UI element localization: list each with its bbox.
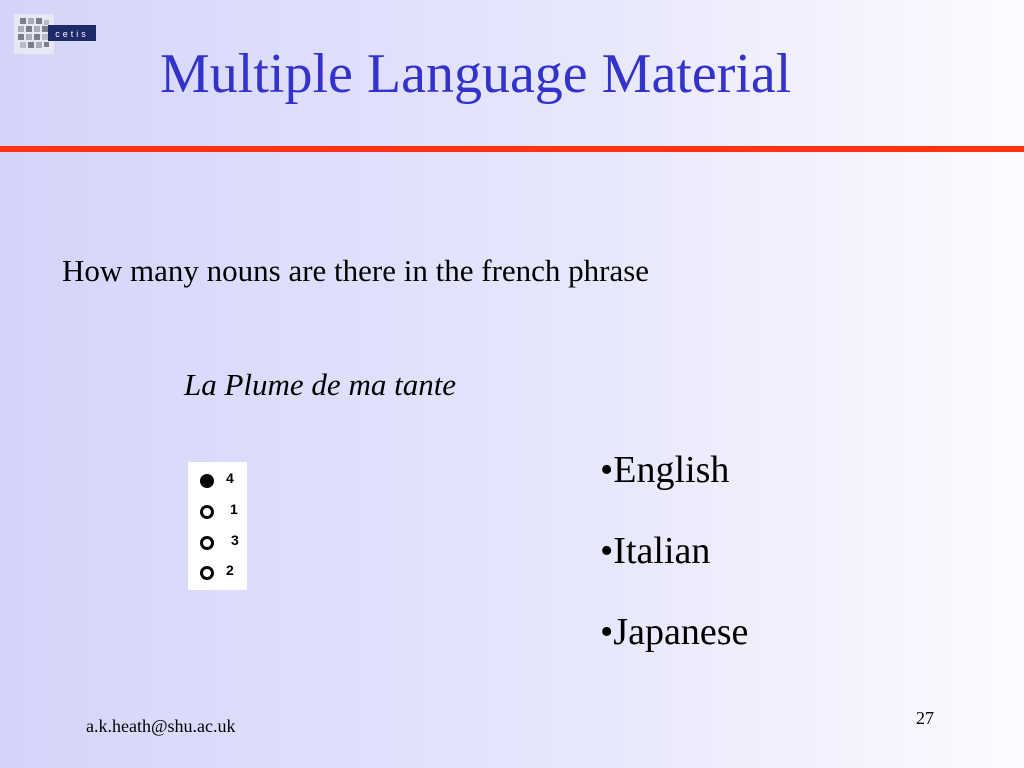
question-text: How many nouns are there in the french phrase	[62, 253, 650, 288]
poll-option-label: 4	[226, 470, 234, 486]
language-item-italian[interactable]: •Italian	[600, 530, 711, 572]
poll-option[interactable]	[188, 530, 247, 554]
page-number: 27	[916, 708, 934, 728]
poll-option[interactable]	[188, 560, 247, 584]
poll-option[interactable]	[188, 468, 247, 492]
slide-title: Multiple Language Material	[160, 43, 792, 105]
french-phrase: La Plume de ma tante	[184, 367, 457, 402]
language-list	[600, 446, 748, 689]
poll-option[interactable]	[188, 499, 247, 523]
radio-button-icon[interactable]	[200, 536, 214, 550]
radio-button-icon[interactable]	[200, 505, 214, 519]
answer-poll	[188, 462, 247, 590]
poll-option-label: 2	[226, 562, 234, 578]
radio-button-icon[interactable]	[200, 566, 214, 580]
poll-option-label: 3	[231, 532, 239, 548]
footer-email: a.k.heath@shu.ac.uk	[86, 716, 236, 736]
radio-button-icon[interactable]	[200, 474, 214, 488]
title-divider	[0, 146, 1024, 152]
cetis-logo	[14, 14, 96, 54]
language-item-japanese[interactable]: •Japanese	[600, 611, 749, 653]
poll-option-label: 1	[230, 501, 238, 517]
logo-text: cetis	[55, 29, 89, 39]
language-item-english[interactable]: •English	[600, 449, 730, 491]
